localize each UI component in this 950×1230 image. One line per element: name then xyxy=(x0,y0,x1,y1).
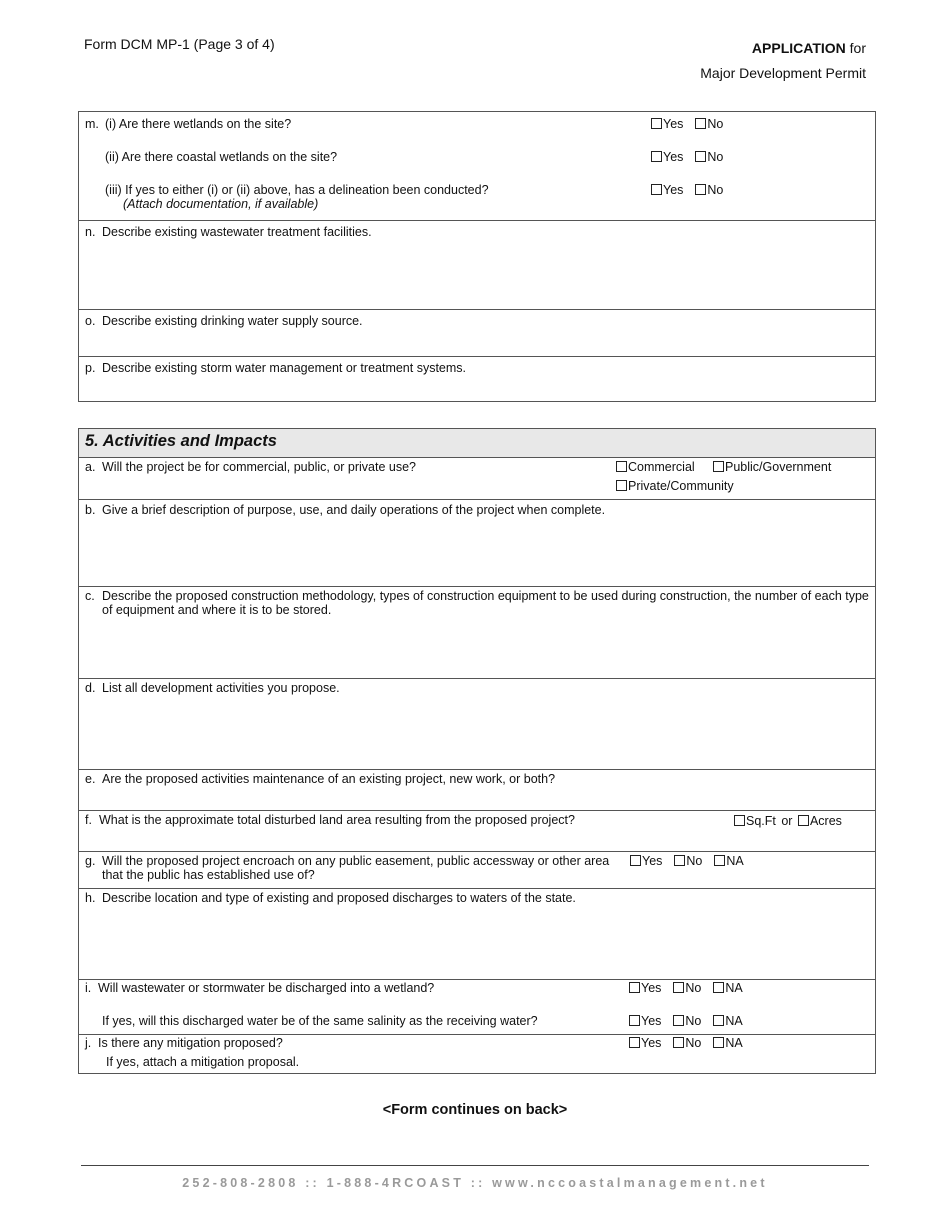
i-no-checkbox[interactable] xyxy=(673,982,684,993)
question-m-ii: (ii) Are there coastal wetlands on the site? xyxy=(105,150,338,164)
question-i xyxy=(79,979,875,1034)
question-j-followup: If yes, attach a mitigation proposal. xyxy=(106,1055,300,1069)
m-iii-options: Yes No xyxy=(651,183,723,197)
j-na-checkbox[interactable] xyxy=(713,1037,724,1048)
section4-continued-box xyxy=(78,111,876,402)
footer-divider xyxy=(81,1165,869,1166)
g-options: Yes No NA xyxy=(630,854,744,868)
question-m xyxy=(79,112,875,220)
question-e-letter: e. xyxy=(85,772,96,786)
question-a xyxy=(79,458,875,499)
question-o-text: Describe existing drinking water supply source. xyxy=(102,314,363,328)
question-o[interactable] xyxy=(79,309,875,356)
question-i-followup: If yes, will this discharged water be of the same salinity as the receiving water? xyxy=(102,1014,538,1028)
question-d[interactable] xyxy=(79,678,875,769)
a-public-option[interactable]: Public/Government xyxy=(713,460,831,474)
question-m-iii-note: (Attach documentation, if available) xyxy=(123,197,319,211)
question-a-text: Will the project be for commercial, public, or private use? xyxy=(102,460,417,474)
acres-checkbox[interactable] xyxy=(798,815,809,826)
form-continues-note: <Form continues on back> xyxy=(382,1102,568,1118)
form-id: Form DCM MP-1 (Page 3 of 4) xyxy=(84,36,275,52)
question-n[interactable] xyxy=(79,220,875,309)
i-options: Yes No NA xyxy=(629,981,743,995)
question-f-text: What is the approximate total disturbed land area resulting from the proposed project? xyxy=(99,813,575,827)
m-iii-yes-checkbox[interactable] xyxy=(651,184,662,195)
m-ii-no-checkbox[interactable] xyxy=(695,151,706,162)
question-c[interactable] xyxy=(79,586,875,678)
m-i-yes-checkbox[interactable] xyxy=(651,118,662,129)
sqft-checkbox[interactable] xyxy=(734,815,745,826)
question-b-text: Give a brief description of purpose, use, and daily operations of the project when complete. xyxy=(102,503,606,517)
question-j xyxy=(79,1034,875,1075)
question-c-line2: of equipment and where it is to be stored. xyxy=(102,603,332,617)
question-h[interactable] xyxy=(79,888,875,979)
question-h-text: Describe location and type of existing and proposed discharges to waters of the state. xyxy=(102,891,576,905)
i-followup-no-checkbox[interactable] xyxy=(673,1015,684,1026)
question-i-text: Will wastewater or stormwater be discharged into a wetland? xyxy=(98,981,435,995)
question-e-text: Are the proposed activities maintenance of an existing project, new work, or both? xyxy=(102,772,556,786)
section5-header xyxy=(79,429,875,458)
i-na-checkbox[interactable] xyxy=(713,982,724,993)
j-yes-checkbox[interactable] xyxy=(629,1037,640,1048)
f-unit-options: Sq.Ft or Acres xyxy=(734,814,842,828)
question-m-iii: (iii) If yes to either (i) or (ii) above, has a delineation been conducted? xyxy=(105,183,489,197)
question-p-letter: p. xyxy=(85,361,96,375)
i-yes-checkbox[interactable] xyxy=(629,982,640,993)
question-m-letter: m. xyxy=(85,117,99,131)
form-title xyxy=(700,36,866,86)
private-community-checkbox[interactable] xyxy=(616,480,627,491)
m-ii-yes-checkbox[interactable] xyxy=(651,151,662,162)
question-j-letter: j. xyxy=(85,1036,92,1050)
question-f xyxy=(79,810,875,851)
question-b[interactable] xyxy=(79,499,875,586)
question-i-letter: i. xyxy=(85,981,92,995)
question-h-letter: h. xyxy=(85,891,96,905)
question-c-line1: Describe the proposed construction methodology, types of construction equipment to be used during construction, the number of each type xyxy=(102,589,869,603)
question-g-line2: that the public has established use of? xyxy=(102,868,315,882)
public-government-checkbox[interactable] xyxy=(713,461,724,472)
m-i-no-checkbox[interactable] xyxy=(695,118,706,129)
m-i-options: Yes No xyxy=(651,117,723,131)
g-yes-checkbox[interactable] xyxy=(630,855,641,866)
form-title-rest: for xyxy=(845,40,866,56)
a-private-option[interactable]: Private/Community xyxy=(616,479,734,493)
question-d-letter: d. xyxy=(85,681,96,695)
question-o-letter: o. xyxy=(85,314,96,328)
commercial-checkbox[interactable] xyxy=(616,461,627,472)
question-f-letter: f. xyxy=(85,813,92,827)
j-options: Yes No NA xyxy=(629,1036,743,1050)
i-followup-options: Yes No NA xyxy=(629,1014,743,1028)
m-iii-no-checkbox[interactable] xyxy=(695,184,706,195)
a-commercial-option[interactable]: Commercial xyxy=(616,460,695,474)
question-e[interactable] xyxy=(79,769,875,810)
footer-contact: 252-808-2808 :: 1-888-4RCOAST :: www.nccoastalmanagement.net xyxy=(182,1176,768,1190)
i-followup-yes-checkbox[interactable] xyxy=(629,1015,640,1026)
question-p[interactable] xyxy=(79,356,875,402)
question-c-letter: c. xyxy=(85,589,95,603)
question-p-text: Describe existing storm water management or treatment systems. xyxy=(102,361,467,375)
question-m-i: (i) Are there wetlands on the site? xyxy=(105,117,292,131)
m-ii-options: Yes No xyxy=(651,150,723,164)
question-a-letter: a. xyxy=(85,460,96,474)
question-n-letter: n. xyxy=(85,225,96,239)
question-d-text: List all development activities you propose. xyxy=(102,681,340,695)
section5-title: 5. Activities and Impacts xyxy=(85,432,277,450)
g-no-checkbox[interactable] xyxy=(674,855,685,866)
i-followup-na-checkbox[interactable] xyxy=(713,1015,724,1026)
question-b-letter: b. xyxy=(85,503,96,517)
g-na-checkbox[interactable] xyxy=(714,855,725,866)
form-title-bold: APPLICATION xyxy=(751,40,846,56)
question-g-line1: Will the proposed project encroach on any public easement, public accessway or other area xyxy=(102,854,610,868)
question-j-text: Is there any mitigation proposed? xyxy=(98,1036,283,1050)
question-n-text: Describe existing wastewater treatment facilities. xyxy=(102,225,372,239)
question-g-letter: g. xyxy=(85,854,96,868)
section5-box xyxy=(78,428,876,1074)
or-text: or xyxy=(781,814,793,828)
question-g xyxy=(79,851,875,888)
form-subtitle: Major Development Permit xyxy=(700,65,866,81)
j-no-checkbox[interactable] xyxy=(673,1037,684,1048)
